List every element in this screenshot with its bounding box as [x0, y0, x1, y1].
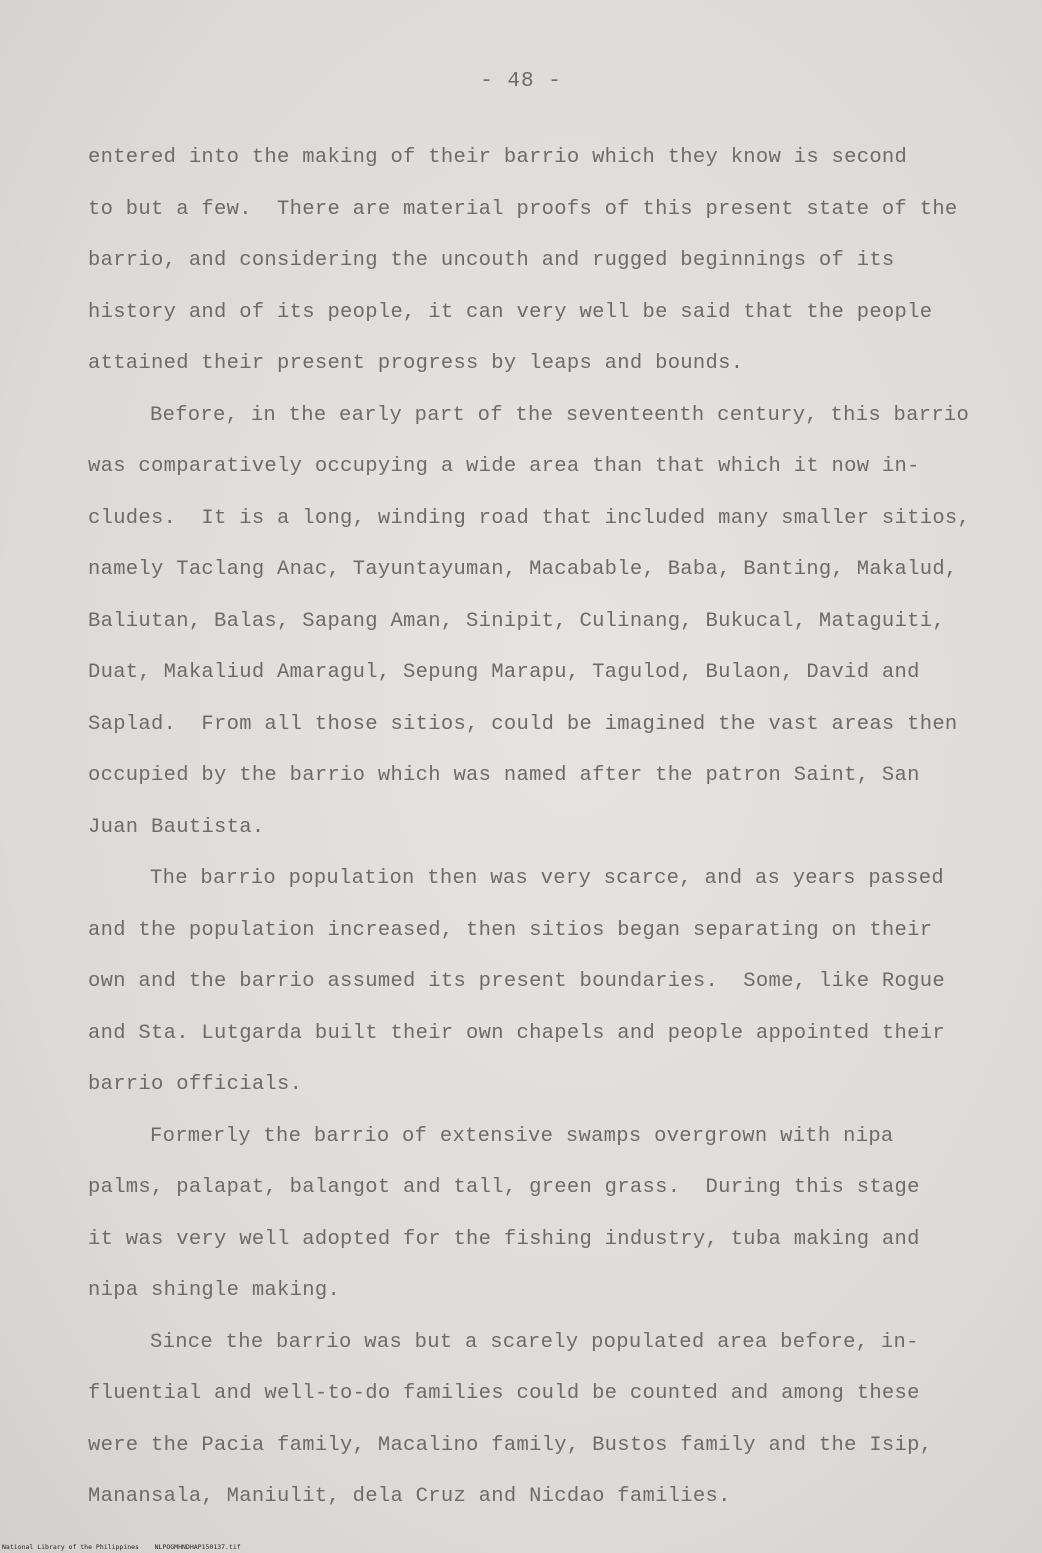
- text-line: Before, in the early part of the seventeenth century, this barrio: [150, 403, 970, 427]
- text-line: own and the barrio assumed its present boundaries. Some, like Rogue: [88, 970, 945, 993]
- text-line: barrio, and considering the uncouth and rugged beginnings of its: [88, 249, 895, 272]
- text-line: Baliutan, Balas, Sapang Aman, Sinipit, Culinang, Bukucal, Mataguiti,: [88, 609, 945, 633]
- text-line: Saplad. From all those sitios, could be imagined the vast areas then: [88, 712, 958, 736]
- body-text: [88, 142, 988, 1533]
- text-line: Formerly the barrio of extensive swamps overgrown with nipa: [150, 1124, 894, 1148]
- text-line: history and of its people, it can very well be said that the people: [88, 300, 933, 324]
- text-line: Juan Bautista.: [88, 815, 265, 839]
- page-number: - 48 -: [480, 70, 562, 93]
- archive-footer: National Library of the Philippines NLPOGMHNDHAP150137.tif: [2, 1543, 241, 1551]
- text-line: attained their present progress by leaps and bounds.: [88, 352, 744, 375]
- text-line: Duat, Makaliud Amaragul, Sepung Marapu, Tagulod, Bulaon, David and: [88, 661, 920, 684]
- text-line: and Sta. Lutgarda built their own chapels and people appointed their: [88, 1021, 945, 1045]
- text-line: Since the barrio was but a scarely populated area before, in-: [150, 1330, 919, 1354]
- text-line: nipa shingle making.: [88, 1279, 341, 1302]
- text-line: The barrio population then was very scarce, and as years passed: [150, 867, 944, 890]
- text-line: it was very well adopted for the fishing industry, tuba making and: [88, 1227, 920, 1251]
- text-line: fluential and well-to-do families could be counted and among these: [88, 1382, 920, 1405]
- text-line: and the population increased, then sitios began separating on their: [88, 918, 933, 942]
- text-line: Manansala, Maniulit, dela Cruz and Nicdao families.: [88, 1485, 731, 1508]
- text-line: palms, palapat, balangot and tall, green grass. During this stage: [88, 1176, 920, 1199]
- text-line: was comparatively occupying a wide area than that which it now in-: [88, 455, 920, 478]
- text-line: cludes. It is a long, winding road that included many smaller sitios,: [88, 506, 971, 530]
- text-line: namely Taclang Anac, Tayuntayuman, Macabable, Baba, Banting, Makalud,: [88, 558, 958, 581]
- text-line: to but a few. There are material proofs of this present state of the: [88, 197, 958, 221]
- text-line: entered into the making of their barrio which they know is second: [88, 146, 908, 169]
- text-line: were the Pacia family, Macalino family, Bustos family and the Isip,: [88, 1433, 933, 1457]
- text-line: occupied by the barrio which was named after the patron Saint, San: [88, 764, 920, 787]
- text-line: barrio officials.: [88, 1073, 303, 1096]
